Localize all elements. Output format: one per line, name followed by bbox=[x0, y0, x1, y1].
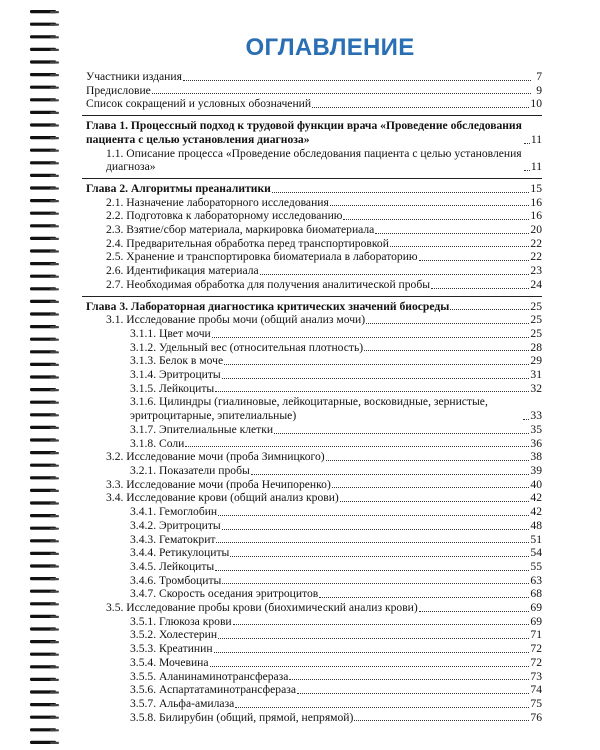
binding-coil bbox=[30, 111, 59, 114]
toc-leader-dots bbox=[230, 556, 529, 557]
toc-page-number: 42 bbox=[530, 491, 542, 505]
toc-page-number: 15 bbox=[530, 181, 542, 195]
toc-leader-dots bbox=[251, 474, 530, 475]
toc-leader-dots bbox=[450, 309, 529, 310]
toc-leader-dots bbox=[375, 233, 529, 234]
toc-entry-title: 3.1.3. Белок в моче bbox=[130, 354, 224, 368]
toc-leader-dots bbox=[274, 433, 529, 434]
binding-coil bbox=[30, 136, 59, 139]
toc-page-number: 11 bbox=[530, 160, 542, 174]
toc-page-number: 29 bbox=[530, 354, 542, 368]
binding-coil bbox=[30, 539, 59, 542]
toc-entry-title: 3.1.2. Удельный вес (относительная плотность) bbox=[130, 340, 364, 354]
binding-coil bbox=[30, 438, 59, 441]
toc-entry[interactable] bbox=[82, 546, 542, 560]
toc-page-number: 73 bbox=[530, 669, 542, 683]
binding-coil bbox=[30, 325, 59, 328]
binding-coil bbox=[30, 728, 59, 731]
binding-coil bbox=[30, 602, 59, 605]
binding-coil bbox=[30, 564, 59, 567]
binding-coil bbox=[30, 224, 59, 227]
toc-entry-title: 3.1.7. Эпителиальные клетки bbox=[130, 422, 274, 436]
toc-entry[interactable] bbox=[82, 209, 542, 223]
toc-entry-title: 2.5. Хранение и транспортировка биоматериала в лабораторию bbox=[106, 250, 418, 264]
binding-coil bbox=[30, 653, 59, 656]
toc-entry-title: 2.3. Взятие/сбор материала, маркировка биоматериала bbox=[106, 223, 375, 237]
toc-page-number: 69 bbox=[530, 601, 542, 615]
toc-entry-title: 3.5.4. Мочевина bbox=[130, 655, 209, 669]
toc-entry-title: 2.7. Необходимая обработка для получения аналитической пробы bbox=[106, 277, 431, 291]
binding-coil bbox=[30, 514, 59, 517]
toc-leader-dots bbox=[222, 378, 530, 379]
toc-entry-title: 3.5.8. Билирубин (общий, прямой, непрямой) bbox=[130, 710, 354, 724]
toc-entry-title: 3.4.6. Тромбоциты bbox=[130, 573, 222, 587]
toc-leader-dots bbox=[210, 666, 530, 667]
toc-entry-title: 3.4.3. Гематокрит bbox=[130, 532, 216, 546]
toc-entry-title: 3.4.4. Ретикулоциты bbox=[130, 546, 230, 560]
toc-entry[interactable] bbox=[82, 615, 542, 629]
binding-coil bbox=[30, 262, 59, 265]
toc-chapter-entry[interactable] bbox=[82, 182, 542, 196]
toc-entry[interactable] bbox=[82, 656, 542, 670]
toc-entry[interactable] bbox=[82, 683, 542, 697]
toc-page-number: 76 bbox=[530, 710, 542, 724]
toc-entry[interactable] bbox=[82, 313, 542, 327]
toc-page-number: 71 bbox=[530, 628, 542, 642]
toc-chapter-entry[interactable] bbox=[82, 300, 542, 314]
toc-page-number: 35 bbox=[530, 422, 542, 436]
toc-page-number: 16 bbox=[530, 209, 542, 223]
binding-coil bbox=[30, 199, 59, 202]
toc-page-number: 63 bbox=[530, 573, 542, 587]
toc-page-number: 25 bbox=[530, 313, 542, 327]
toc-leader-dots bbox=[212, 337, 530, 338]
toc-entry[interactable] bbox=[82, 70, 542, 84]
toc-entry[interactable] bbox=[82, 478, 542, 492]
toc-page-number: 72 bbox=[530, 655, 542, 669]
toc-page-number: 55 bbox=[530, 559, 542, 573]
binding-coil bbox=[30, 665, 59, 668]
binding-coil bbox=[30, 86, 59, 89]
binding-coil bbox=[30, 249, 59, 252]
binding-coil bbox=[30, 615, 59, 618]
binding-coil bbox=[30, 98, 59, 101]
toc-section bbox=[82, 70, 542, 111]
toc-leader-dots bbox=[183, 80, 531, 81]
binding-coil bbox=[30, 451, 59, 454]
toc-page-number: 51 bbox=[530, 532, 542, 546]
toc-section bbox=[82, 296, 542, 725]
toc-entry[interactable] bbox=[82, 519, 542, 533]
toc-leader-dots bbox=[152, 93, 531, 94]
toc-entry[interactable] bbox=[82, 670, 542, 684]
binding-coil bbox=[30, 212, 59, 215]
toc-page-number: 25 bbox=[530, 299, 542, 313]
toc-leader-dots bbox=[214, 652, 530, 653]
toc-entry-title: 3.1.4. Эритроциты bbox=[130, 368, 221, 382]
toc-leader-dots bbox=[289, 679, 529, 680]
toc-page-number: 42 bbox=[530, 505, 542, 519]
toc-entry-title: 3.5.5. Аланинаминотрансфераза bbox=[130, 669, 289, 683]
toc-leader-dots bbox=[222, 583, 529, 584]
toc-page-number: 69 bbox=[530, 614, 542, 628]
toc-page-number: 25 bbox=[530, 326, 542, 340]
binding-coil bbox=[30, 237, 59, 240]
toc-leader-dots bbox=[340, 501, 530, 502]
binding-coil bbox=[30, 60, 59, 63]
toc-entry[interactable] bbox=[82, 574, 542, 588]
binding-coil bbox=[30, 552, 59, 555]
toc-entry[interactable] bbox=[82, 264, 542, 278]
toc-entry[interactable] bbox=[82, 97, 542, 111]
toc-page-number: 48 bbox=[530, 518, 542, 532]
toc-page-number: 39 bbox=[530, 463, 542, 477]
toc-leader-dots bbox=[326, 460, 530, 461]
toc-entry[interactable] bbox=[82, 533, 542, 547]
toc-page bbox=[76, 0, 584, 750]
toc-entry-title: Участники издания bbox=[86, 70, 182, 83]
toc-entry[interactable] bbox=[82, 423, 542, 437]
binding-coil bbox=[30, 186, 59, 189]
binding-coil bbox=[30, 300, 59, 303]
toc-entry-title: 3.4.5. Лейкоциты bbox=[130, 559, 215, 573]
toc-entry-title: 3.1.1. Цвет мочи bbox=[130, 326, 211, 340]
binding-coil bbox=[30, 375, 59, 378]
spiral-binding-graphic bbox=[0, 0, 70, 750]
toc-page-number: 68 bbox=[530, 587, 542, 601]
toc-entry-title: 3.1.5. Лейкоциты bbox=[130, 381, 215, 395]
toc-entry-title: 2.2. Подготовка к лабораторному исследованию bbox=[106, 209, 343, 223]
toc-entry-title: 1.1. Описание процесса «Проведение обследования пациента с целью установления диагноза» bbox=[106, 146, 522, 174]
toc-page-number: 32 bbox=[530, 381, 542, 395]
toc-leader-dots bbox=[332, 487, 530, 488]
toc-entry-title: 3.5.7. Альфа-амилаза bbox=[130, 696, 235, 710]
toc-leader-dots bbox=[419, 260, 530, 261]
toc-page-number: 75 bbox=[530, 696, 542, 710]
toc-page-number: 36 bbox=[530, 436, 542, 450]
toc-entry[interactable] bbox=[82, 642, 542, 656]
toc-entry[interactable] bbox=[82, 354, 542, 368]
toc-leader-dots bbox=[215, 391, 529, 392]
binding-coil bbox=[30, 678, 59, 681]
binding-coil bbox=[30, 363, 59, 366]
binding-coil bbox=[30, 640, 59, 643]
toc-page-number: 7 bbox=[536, 70, 542, 83]
toc-entry-title: 3.4. Исследование крови (общий анализ крови) bbox=[106, 491, 339, 505]
toc-leader-dots bbox=[185, 446, 529, 447]
toc-page-number: 22 bbox=[530, 250, 542, 264]
toc-entry[interactable] bbox=[82, 237, 542, 251]
toc-leader-dots bbox=[215, 570, 529, 571]
toc-entry-title: 2.1. Назначение лабораторного исследования bbox=[106, 195, 329, 209]
toc-page-number: 22 bbox=[530, 236, 542, 250]
binding-coil bbox=[30, 287, 59, 290]
toc-section bbox=[82, 178, 542, 292]
toc-entry-title: 3.2. Исследование мочи (проба Зимницкого) bbox=[106, 450, 325, 464]
toc-page-number: 9 bbox=[536, 83, 542, 97]
toc-page-number: 16 bbox=[530, 195, 542, 209]
toc-entry-title: Предисловие bbox=[86, 83, 151, 97]
toc-entry-title: 2.6. Идентификация материала bbox=[106, 264, 259, 278]
toc-leader-dots bbox=[272, 192, 530, 193]
toc-entry-title: Глава 3. Лабораторная диагностика критических значений биосреды bbox=[86, 299, 450, 313]
toc-chapter-entry[interactable] bbox=[82, 119, 542, 146]
toc-entry-title: 3.3. Исследование мочи (проба Нечипоренко) bbox=[106, 477, 331, 491]
toc-page-number: 54 bbox=[530, 546, 542, 560]
toc-entry-title: 3.4.7. Скорость оседания эритроцитов bbox=[130, 587, 319, 601]
binding-coil bbox=[30, 401, 59, 404]
toc-entry-title: 3.1. Исследование пробы мочи (общий анализ мочи) bbox=[106, 313, 366, 327]
binding-coil bbox=[30, 413, 59, 416]
toc-entry[interactable] bbox=[82, 395, 542, 422]
toc-page-number: 11 bbox=[530, 132, 542, 146]
toc-entry[interactable] bbox=[82, 84, 542, 98]
binding-coil bbox=[30, 489, 59, 492]
spiral-binding bbox=[0, 0, 70, 750]
toc-leader-dots bbox=[260, 274, 530, 275]
binding-coil bbox=[30, 23, 59, 26]
toc-leader-dots bbox=[235, 707, 529, 708]
toc-entry-title: 3.5.1. Глюкоза крови bbox=[130, 614, 232, 628]
toc-entry[interactable] bbox=[82, 450, 542, 464]
toc-page-number: 10 bbox=[530, 97, 542, 111]
toc-leader-dots bbox=[390, 246, 530, 247]
toc-page-number: 20 bbox=[530, 223, 542, 237]
toc-page-number: 23 bbox=[530, 264, 542, 278]
binding-coil bbox=[30, 48, 59, 51]
toc-entry-title: Список сокращений и условных обозначений bbox=[86, 97, 312, 111]
binding-coil bbox=[30, 627, 59, 630]
toc-leader-dots bbox=[218, 515, 529, 516]
toc-entry-title: 3.5.3. Креатинин bbox=[130, 642, 213, 656]
binding-coil bbox=[30, 476, 59, 479]
binding-coil bbox=[30, 73, 59, 76]
binding-coil bbox=[30, 35, 59, 38]
toc-entry[interactable] bbox=[82, 491, 542, 505]
binding-coil bbox=[30, 350, 59, 353]
toc-entry[interactable] bbox=[82, 587, 542, 601]
binding-coil bbox=[30, 741, 59, 744]
toc-page-number: 74 bbox=[530, 683, 542, 697]
toc-leader-dots bbox=[297, 693, 529, 694]
binding-coil bbox=[30, 388, 59, 391]
binding-coil bbox=[30, 174, 59, 177]
toc-page-number: 40 bbox=[530, 477, 542, 491]
toc-entry[interactable] bbox=[82, 505, 542, 519]
binding-coil bbox=[30, 426, 59, 429]
toc-leader-dots bbox=[419, 611, 530, 612]
toc-leader-dots bbox=[330, 205, 530, 206]
toc-leader-dots bbox=[523, 419, 529, 420]
binding-coil bbox=[30, 501, 59, 504]
toc-entry[interactable] bbox=[82, 437, 542, 451]
toc-leader-dots bbox=[524, 143, 530, 144]
toc-entry[interactable] bbox=[82, 464, 542, 478]
toc-entry[interactable] bbox=[82, 711, 542, 725]
binding-coil bbox=[30, 703, 59, 706]
binding-coil bbox=[30, 464, 59, 467]
binding-coil bbox=[30, 527, 59, 530]
toc-entry[interactable] bbox=[82, 223, 542, 237]
toc-entry-title: 3.1.8. Соли bbox=[130, 436, 185, 450]
toc-entry[interactable] bbox=[82, 250, 542, 264]
toc-page-number: 31 bbox=[530, 368, 542, 382]
toc-entry[interactable] bbox=[82, 601, 542, 615]
toc-leader-dots bbox=[319, 597, 529, 598]
toc-entry-title: Глава 1. Процессный подход к трудовой функции врача «Проведение обследования пациента с целью установления диагноза» bbox=[86, 119, 522, 146]
toc-leader-dots bbox=[364, 350, 529, 351]
binding-coil bbox=[30, 10, 59, 13]
toc-page-number: 28 bbox=[530, 340, 542, 354]
toc-entry-title: 2.4. Предварительная обработка перед транспортировкой bbox=[106, 236, 389, 250]
binding-coil bbox=[30, 577, 59, 580]
toc-leader-dots bbox=[312, 107, 529, 108]
toc-entry-title: 3.1.6. Цилиндры (гиалиновые, лейкоцитарные, восковидные, зернистые, эритроцитарные, эпителиальные) bbox=[130, 395, 488, 423]
page-title: ОГЛАВЛЕНИЕ bbox=[245, 34, 415, 61]
table-of-contents bbox=[82, 70, 542, 724]
binding-coil bbox=[30, 123, 59, 126]
binding-coil bbox=[30, 590, 59, 593]
toc-entry[interactable] bbox=[82, 147, 542, 174]
toc-entry-title: 3.5.2. Холестерин bbox=[130, 628, 218, 642]
toc-leader-dots bbox=[366, 323, 529, 324]
toc-entry-title: 3.5. Исследование пробы крови (биохимический анализ крови) bbox=[106, 601, 418, 615]
binding-coil bbox=[30, 275, 59, 278]
toc-page-number: 24 bbox=[530, 277, 542, 291]
toc-entry[interactable] bbox=[82, 327, 542, 341]
toc-entry[interactable] bbox=[82, 278, 542, 292]
binding-coil bbox=[30, 312, 59, 315]
toc-leader-dots bbox=[354, 720, 529, 721]
binding-coil bbox=[30, 690, 59, 693]
binding-coil bbox=[30, 338, 59, 341]
toc-leader-dots bbox=[224, 364, 529, 365]
toc-entry-title: 3.5.6. Аспартатаминотрансфераза bbox=[130, 683, 296, 697]
toc-entry[interactable] bbox=[82, 560, 542, 574]
toc-leader-dots bbox=[343, 219, 529, 220]
toc-entry-title: Глава 2. Алгоритмы преаналитики bbox=[86, 181, 271, 195]
toc-leader-dots bbox=[216, 542, 529, 543]
toc-entry-title: 3.4.1. Гемоглобин bbox=[130, 505, 218, 519]
binding-coil bbox=[30, 149, 59, 152]
binding-coil bbox=[30, 161, 59, 164]
toc-entry[interactable] bbox=[82, 368, 542, 382]
toc-entry[interactable] bbox=[82, 196, 542, 210]
toc-leader-dots bbox=[524, 170, 530, 171]
toc-entry[interactable] bbox=[82, 382, 542, 396]
toc-page-number: 72 bbox=[530, 642, 542, 656]
binding-coil bbox=[30, 716, 59, 719]
toc-leader-dots bbox=[233, 624, 530, 625]
toc-entry-title: 3.4.2. Эритроциты bbox=[130, 518, 221, 532]
toc-page-number: 33 bbox=[530, 409, 542, 423]
toc-entry[interactable] bbox=[82, 697, 542, 711]
toc-leader-dots bbox=[431, 288, 529, 289]
toc-leader-dots bbox=[218, 638, 529, 639]
toc-entry[interactable] bbox=[82, 341, 542, 355]
toc-page-number: 38 bbox=[530, 450, 542, 464]
toc-entry-title: 3.2.1. Показатели пробы bbox=[130, 463, 250, 477]
toc-leader-dots bbox=[222, 529, 530, 530]
toc-section bbox=[82, 115, 542, 174]
toc-entry[interactable] bbox=[82, 628, 542, 642]
